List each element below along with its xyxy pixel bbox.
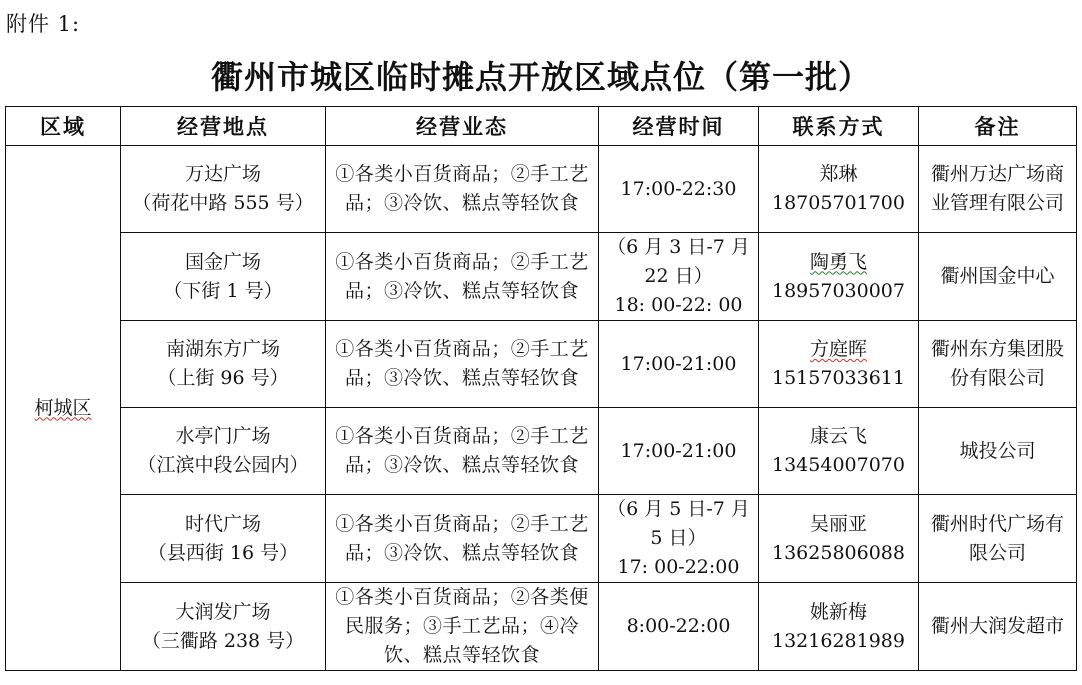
document-title: 衢州市城区临时摊点开放区域点位（第一批） <box>210 58 871 96</box>
stall-location-table <box>5 106 1077 671</box>
time-line: 5 日） <box>650 527 707 549</box>
contact-phone: 13216281989 <box>772 629 905 652</box>
location-cell <box>121 146 326 233</box>
location-cell <box>121 408 326 495</box>
note-cell: 城投公司 <box>919 408 1077 495</box>
table-row <box>6 321 1077 408</box>
contact-cell <box>759 146 919 233</box>
contact-cell <box>759 233 919 321</box>
contact-name: 吴丽亚 <box>809 512 867 535</box>
time-line: 17:00-21:00 <box>620 352 737 375</box>
contact-cell <box>759 495 919 583</box>
business-cell: ①各类小百货商品；②手工艺品；③冷饮、糕点等轻饮食 <box>326 146 599 233</box>
table-header-row <box>6 107 1077 146</box>
location-address: （县西街 16 号） <box>147 541 299 564</box>
table-row <box>6 146 1077 233</box>
contact-phone: 13625806088 <box>772 541 905 564</box>
time-cell <box>599 321 759 408</box>
time-line: 18: 00-22: 00 <box>614 294 743 316</box>
time-line: 17:00-21:00 <box>620 439 737 462</box>
contact-cell <box>759 321 919 408</box>
note-cell: 衢州国金中心 <box>919 233 1077 321</box>
contact-name-text: 陶勇飞 <box>809 250 867 273</box>
time-cell <box>599 408 759 495</box>
contact-phone: 13454007070 <box>772 454 905 476</box>
note-cell: 衢州东方集团股份有限公司 <box>919 321 1077 408</box>
note-cell: 衢州万达广场商业管理有限公司 <box>919 146 1077 233</box>
time-cell <box>599 233 759 321</box>
header-location: 经营地点 <box>121 107 326 146</box>
location-address: （下街 1 号） <box>163 279 283 302</box>
annex-label: 附件 1: <box>6 12 81 36</box>
contact-name: 康云飞 <box>809 425 867 447</box>
time-cell <box>599 495 759 583</box>
contact-name <box>763 335 914 364</box>
location-cell <box>121 583 326 671</box>
contact-phone: 18705701700 <box>772 192 905 214</box>
business-cell: ①各类小百货商品；②各类便民服务；③手工艺品；④冷饮、糕点等轻饮食 <box>326 583 599 671</box>
header-contact: 联系方式 <box>759 107 919 146</box>
contact-phone: 18957030007 <box>772 279 905 302</box>
location-address: （江滨中段公园内） <box>137 454 309 476</box>
contact-name: 郑琳 <box>819 163 858 185</box>
table-row <box>6 583 1077 671</box>
time-line: （6 月 5 日-7 月 <box>607 498 750 520</box>
location-name: 万达广场 <box>184 163 261 185</box>
location-cell <box>121 321 326 408</box>
contact-name-text: 方庭晖 <box>809 338 867 360</box>
contact-name <box>763 248 914 277</box>
location-address: （荷花中路 555 号） <box>132 192 314 214</box>
time-line: （6 月 3 日-7 月 <box>607 236 750 258</box>
district-cell <box>6 146 121 671</box>
business-cell: ①各类小百货商品；②手工艺品；③冷饮、糕点等轻饮食 <box>326 321 599 408</box>
contact-cell <box>759 583 919 671</box>
location-name: 时代广场 <box>184 512 261 535</box>
header-note: 备注 <box>919 107 1077 146</box>
location-address: （上街 96 号） <box>157 367 289 389</box>
time-line: 17: 00-22:00 <box>617 556 740 578</box>
location-name: 大润发广场 <box>175 600 271 623</box>
location-name: 国金广场 <box>184 250 261 273</box>
time-line: 22 日） <box>644 265 713 287</box>
table-row <box>6 495 1077 583</box>
table-row <box>6 233 1077 321</box>
contact-cell <box>759 408 919 495</box>
time-cell <box>599 583 759 671</box>
business-cell: ①各类小百货商品；②手工艺品；③冷饮、糕点等轻饮食 <box>326 233 599 321</box>
business-cell: ①各类小百货商品；②手工艺品；③冷饮、糕点等轻饮食 <box>326 408 599 495</box>
business-cell: ①各类小百货商品；②手工艺品；③冷饮、糕点等轻饮食 <box>326 495 599 583</box>
location-name: 水亭门广场 <box>175 425 271 447</box>
location-cell <box>121 233 326 321</box>
note-cell: 衢州大润发超市 <box>919 583 1077 671</box>
location-name: 南湖东方广场 <box>165 338 280 360</box>
note-cell: 衢州时代广场有限公司 <box>919 495 1077 583</box>
time-cell <box>599 146 759 233</box>
location-cell <box>121 495 326 583</box>
header-district: 区域 <box>6 107 121 146</box>
time-line: 8:00-22:00 <box>626 615 731 637</box>
header-time: 经营时间 <box>599 107 759 146</box>
contact-name: 姚新梅 <box>809 600 867 623</box>
contact-phone: 15157033611 <box>772 367 905 389</box>
table-row <box>6 408 1077 495</box>
header-business: 经营业态 <box>326 107 599 146</box>
location-address: （三衢路 238 号） <box>141 629 305 652</box>
district-name: 柯城区 <box>34 396 92 419</box>
time-line: 17:00-22:30 <box>620 177 737 200</box>
